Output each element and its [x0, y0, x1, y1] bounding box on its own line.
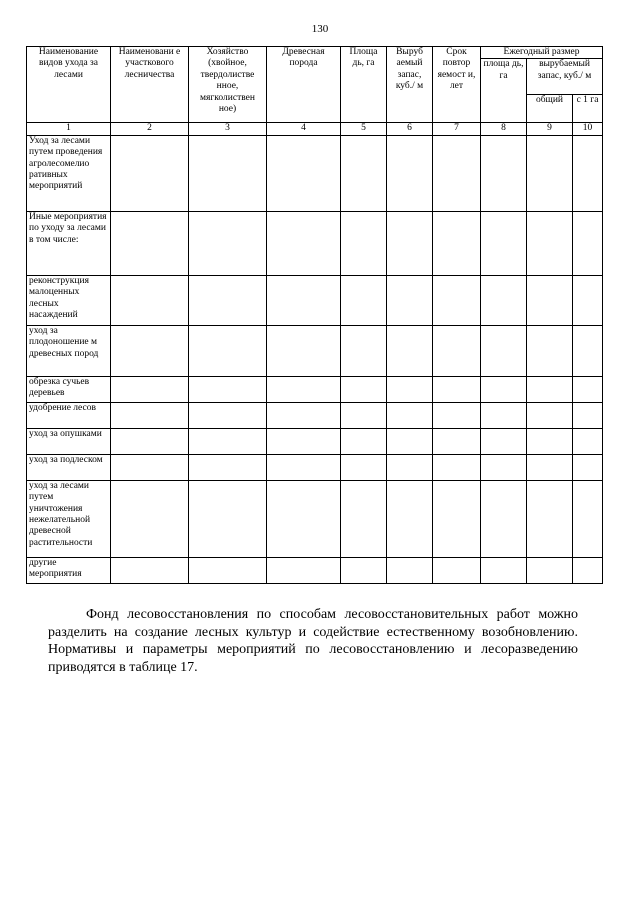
header-stock-total: общий [527, 95, 573, 123]
empty-cell [433, 557, 481, 583]
table-row [27, 211, 603, 275]
column-number: 10 [573, 123, 603, 135]
empty-cell [573, 402, 603, 428]
header-col6: Выруб аемый запас, куб./ м [387, 47, 433, 123]
table-row [27, 557, 603, 583]
header-col2: Наименовани е участкового лесничества [111, 47, 189, 123]
column-number: 8 [481, 123, 527, 135]
empty-cell [341, 275, 387, 325]
empty-cell [341, 135, 387, 211]
empty-cell [527, 557, 573, 583]
empty-cell [573, 454, 603, 480]
column-number: 7 [433, 123, 481, 135]
empty-cell [111, 275, 189, 325]
table-row [27, 325, 603, 376]
column-numbers-row [27, 123, 603, 135]
empty-cell [189, 428, 267, 454]
empty-cell [267, 454, 341, 480]
empty-cell [387, 211, 433, 275]
empty-cell [387, 376, 433, 402]
empty-cell [267, 402, 341, 428]
empty-cell [433, 211, 481, 275]
empty-cell [433, 135, 481, 211]
page-number: 130 [311, 23, 329, 35]
header-annual-area: площа дь, га [481, 59, 527, 123]
empty-cell [111, 557, 189, 583]
header-annual-stock: вырубаемый запас, куб./ м [527, 59, 603, 95]
empty-cell [111, 428, 189, 454]
empty-cell [341, 454, 387, 480]
table-row [27, 480, 603, 557]
empty-cell [387, 325, 433, 376]
empty-cell [573, 428, 603, 454]
empty-cell [573, 211, 603, 275]
row-label: уход за опушками [27, 428, 111, 454]
empty-cell [527, 402, 573, 428]
empty-cell [481, 376, 527, 402]
column-number: 3 [189, 123, 267, 135]
empty-cell [341, 557, 387, 583]
empty-cell [433, 428, 481, 454]
empty-cell [267, 325, 341, 376]
empty-cell [481, 557, 527, 583]
empty-cell [189, 135, 267, 211]
table-header [27, 47, 603, 136]
empty-cell [341, 402, 387, 428]
column-number: 5 [341, 123, 387, 135]
empty-cell [189, 211, 267, 275]
empty-cell [573, 480, 603, 557]
column-number: 1 [27, 123, 111, 135]
empty-cell [189, 454, 267, 480]
empty-cell [189, 275, 267, 325]
row-label: удобрение лесов [27, 402, 111, 428]
empty-cell [387, 480, 433, 557]
empty-cell [387, 454, 433, 480]
empty-cell [341, 480, 387, 557]
table-row [27, 275, 603, 325]
empty-cell [527, 275, 573, 325]
empty-cell [189, 557, 267, 583]
column-number: 6 [387, 123, 433, 135]
empty-cell [189, 376, 267, 402]
empty-cell [267, 275, 341, 325]
header-col7: Срок повтор яемост и, лет [433, 47, 481, 123]
empty-cell [387, 402, 433, 428]
empty-cell [481, 275, 527, 325]
forest-care-table [26, 46, 603, 584]
empty-cell [527, 135, 573, 211]
empty-cell [387, 428, 433, 454]
table-row [27, 402, 603, 428]
empty-cell [433, 402, 481, 428]
empty-cell [267, 557, 341, 583]
empty-cell [111, 211, 189, 275]
column-number: 2 [111, 123, 189, 135]
empty-cell [481, 428, 527, 454]
header-col4: Древесная порода [267, 47, 341, 123]
empty-cell [111, 135, 189, 211]
header-annual: Ежегодный размер [481, 47, 603, 59]
empty-cell [387, 135, 433, 211]
empty-cell [111, 376, 189, 402]
empty-cell [111, 480, 189, 557]
empty-cell [387, 275, 433, 325]
empty-cell [527, 211, 573, 275]
empty-cell [433, 275, 481, 325]
empty-cell [481, 480, 527, 557]
empty-cell [267, 428, 341, 454]
row-label: обрезка сучьев деревьев [27, 376, 111, 402]
empty-cell [111, 325, 189, 376]
row-label: Уход за лесами путем проведения агролесомелио ративных мероприятий [27, 135, 111, 211]
empty-cell [387, 557, 433, 583]
empty-cell [341, 211, 387, 275]
empty-cell [481, 135, 527, 211]
row-label: реконструкция малоценных лесных насаждений [27, 275, 111, 325]
empty-cell [111, 402, 189, 428]
empty-cell [433, 480, 481, 557]
empty-cell [189, 402, 267, 428]
paragraph-text: Фонд лесовосстановления по способам лесовосстановительных работ можно разделить на создание лесных культур и содействие естественному возобновлению. Нормативы и параметры мероприятий по лесовосстановлению и лесоразведению приводятся в таблице 17. [48, 607, 578, 675]
header-col1: Наименование видов ухода за лесами [27, 47, 111, 123]
table-row [27, 454, 603, 480]
body-text [48, 606, 578, 676]
empty-cell [527, 454, 573, 480]
header-col5: Площа дь, га [341, 47, 387, 123]
empty-cell [267, 480, 341, 557]
row-label: уход за подлеском [27, 454, 111, 480]
row-label: уход за плодоношение м древесных пород [27, 325, 111, 376]
table-row [27, 376, 603, 402]
header-col3: Хозяйство (хвойное, твердолистве нное, мягколиствен ное) [189, 47, 267, 123]
empty-cell [573, 275, 603, 325]
empty-cell [111, 454, 189, 480]
empty-cell [527, 376, 573, 402]
row-label: Иные мероприятия по уходу за лесами в том числе: [27, 211, 111, 275]
empty-cell [341, 428, 387, 454]
empty-cell [573, 557, 603, 583]
table-row [27, 135, 603, 211]
empty-cell [481, 211, 527, 275]
empty-cell [341, 325, 387, 376]
empty-cell [189, 480, 267, 557]
empty-cell [433, 376, 481, 402]
row-label: уход за лесами путем уничтожения нежелательной древесной растительности [27, 480, 111, 557]
column-number: 4 [267, 123, 341, 135]
empty-cell [527, 428, 573, 454]
empty-cell [573, 135, 603, 211]
table-body [27, 135, 603, 583]
empty-cell [573, 376, 603, 402]
empty-cell [527, 325, 573, 376]
empty-cell [433, 454, 481, 480]
empty-cell [527, 480, 573, 557]
empty-cell [341, 376, 387, 402]
empty-cell [481, 454, 527, 480]
empty-cell [573, 325, 603, 376]
empty-cell [433, 325, 481, 376]
table-row [27, 428, 603, 454]
empty-cell [267, 211, 341, 275]
row-label: другие мероприятия [27, 557, 111, 583]
empty-cell [189, 325, 267, 376]
header-stock-per-ha: с 1 га [573, 95, 603, 123]
empty-cell [481, 402, 527, 428]
empty-cell [481, 325, 527, 376]
empty-cell [267, 135, 341, 211]
empty-cell [267, 376, 341, 402]
column-number: 9 [527, 123, 573, 135]
